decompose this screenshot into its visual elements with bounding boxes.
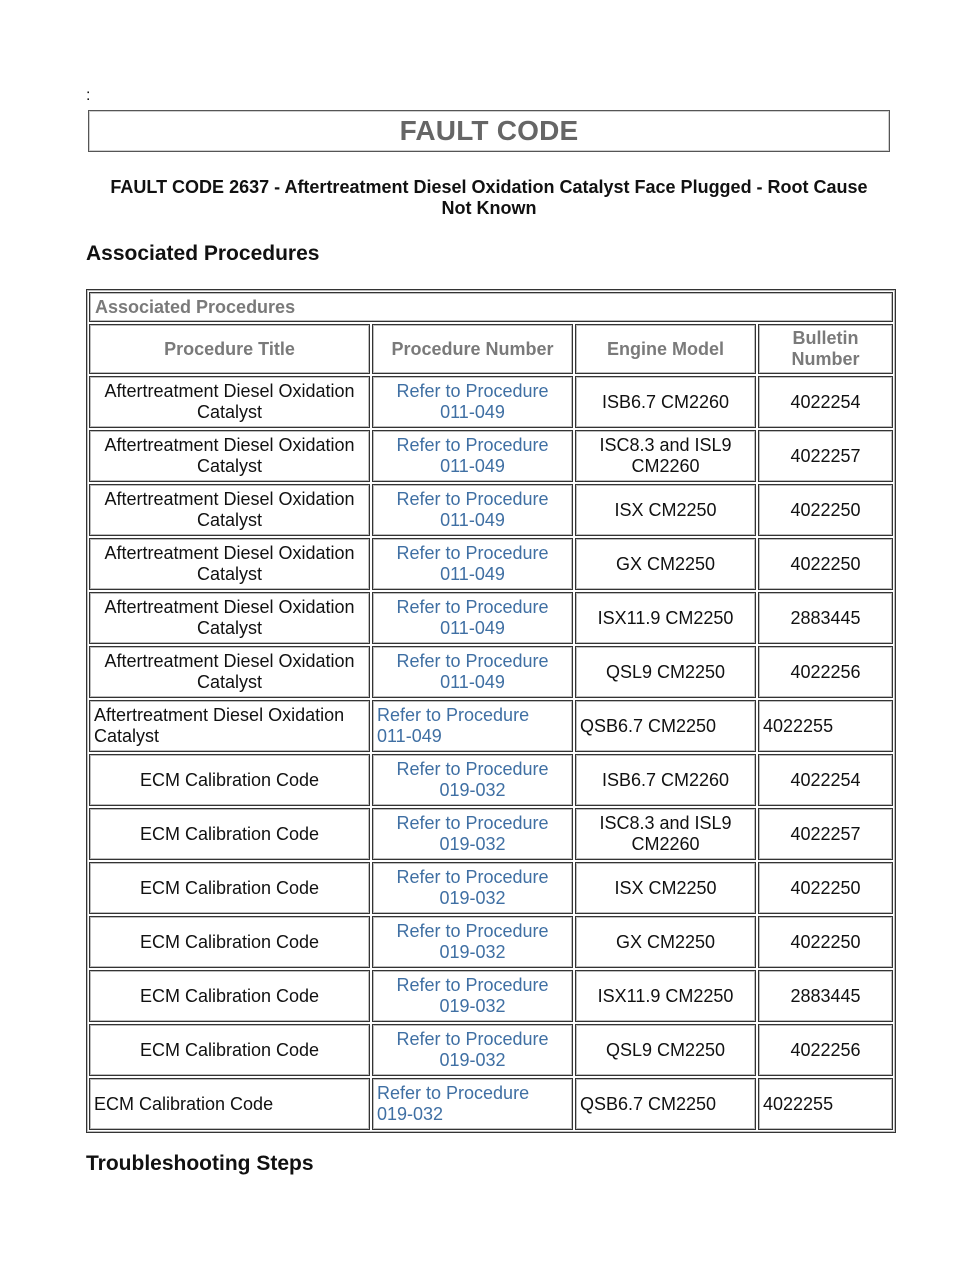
bulletin-number-cell: 4022257 [758,430,893,482]
procedure-link[interactable]: Refer to Procedure 019-032 [396,975,549,1016]
procedure-title-cell: Aftertreatment Diesel Oxidation Catalyst [89,646,370,698]
associated-procedures-heading: Associated Procedures [86,242,320,265]
procedure-title-cell: Aftertreatment Diesel Oxidation Catalyst [89,538,370,590]
bulletin-number-cell: 4022250 [758,484,893,536]
table-row [89,484,893,536]
bulletin-number-cell: 4022254 [758,754,893,806]
bulletin-number-cell: 4022255 [758,700,893,752]
procedure-title-cell: Aftertreatment Diesel Oxidation Catalyst [89,376,370,428]
procedure-link-cell[interactable] [372,430,573,482]
procedure-link[interactable]: Refer to Procedure 019-032 [396,867,549,908]
table-row [89,700,893,752]
procedure-link-cell[interactable] [372,484,573,536]
engine-model-cell: GX CM2250 [575,916,756,968]
procedure-title-cell: Aftertreatment Diesel Oxidation Catalyst [89,592,370,644]
procedure-link-cell[interactable] [372,916,573,968]
procedure-link-cell[interactable] [372,808,573,860]
procedure-link[interactable]: Refer to Procedure 019-032 [396,759,549,800]
bulletin-number-cell: 4022257 [758,808,893,860]
header-bulletin-number: Bulletin Number [758,324,893,374]
procedure-title-cell: Aftertreatment Diesel Oxidation Catalyst [89,700,370,752]
procedure-link[interactable]: Refer to Procedure 011-049 [396,489,549,530]
engine-model-cell: ISB6.7 CM2260 [575,754,756,806]
procedure-link-cell[interactable] [372,646,573,698]
table-header-row [89,324,893,374]
header-procedure-number: Procedure Number [372,324,573,374]
table-row [89,754,893,806]
table-caption-row [89,292,893,322]
engine-model-cell: ISX CM2250 [575,862,756,914]
procedure-link[interactable]: Refer to Procedure 011-049 [396,651,549,692]
engine-model-cell: ISB6.7 CM2260 [575,376,756,428]
procedure-link[interactable]: Refer to Procedure 011-049 [396,381,549,422]
table-row [89,1078,893,1130]
associated-procedures-table [86,289,896,1133]
engine-model-cell: ISC8.3 and ISL9 CM2260 [575,808,756,860]
engine-model-cell: QSB6.7 CM2250 [575,700,756,752]
table-row [89,970,893,1022]
table-row [89,592,893,644]
procedure-title-cell: ECM Calibration Code [89,1024,370,1076]
engine-model-cell: ISX CM2250 [575,484,756,536]
table-row [89,538,893,590]
table-row [89,646,893,698]
procedure-link-cell[interactable] [372,970,573,1022]
procedure-link-cell[interactable] [372,538,573,590]
procedure-link[interactable]: Refer to Procedure 019-032 [377,1083,530,1124]
table-row [89,1024,893,1076]
engine-model-cell: ISX11.9 CM2250 [575,592,756,644]
procedure-title-cell: ECM Calibration Code [89,754,370,806]
procedure-title-cell: ECM Calibration Code [89,862,370,914]
procedure-link-cell[interactable] [372,1024,573,1076]
procedure-link[interactable]: Refer to Procedure 011-049 [396,597,549,638]
header-procedure-title: Procedure Title [89,324,370,374]
bulletin-number-cell: 4022250 [758,916,893,968]
procedure-title-cell: Aftertreatment Diesel Oxidation Catalyst [89,430,370,482]
procedure-link[interactable]: Refer to Procedure 011-049 [396,543,549,584]
engine-model-cell: QSL9 CM2250 [575,1024,756,1076]
procedure-title-cell: Aftertreatment Diesel Oxidation Catalyst [89,484,370,536]
table-row [89,862,893,914]
bulletin-number-cell: 4022254 [758,376,893,428]
table-row [89,916,893,968]
engine-model-cell: ISX11.9 CM2250 [575,970,756,1022]
table-row [89,430,893,482]
procedure-title-cell: ECM Calibration Code [89,916,370,968]
procedure-title-cell: ECM Calibration Code [89,1078,370,1130]
table-caption: Associated Procedures [89,292,893,322]
bulletin-number-cell: 4022256 [758,646,893,698]
procedure-link[interactable]: Refer to Procedure 019-032 [396,1029,549,1070]
procedure-link[interactable]: Refer to Procedure 019-032 [396,813,549,854]
procedure-title-cell: ECM Calibration Code [89,970,370,1022]
bulletin-number-cell: 4022255 [758,1078,893,1130]
procedure-link[interactable]: Refer to Procedure 019-032 [396,921,549,962]
header-engine-model: Engine Model [575,324,756,374]
engine-model-cell: GX CM2250 [575,538,756,590]
procedure-link-cell[interactable] [372,592,573,644]
banner-title: FAULT CODE [399,115,579,146]
table-row [89,808,893,860]
table-row [89,376,893,428]
procedure-title-cell: ECM Calibration Code [89,808,370,860]
procedure-link-cell[interactable] [372,754,573,806]
engine-model-cell: ISC8.3 and ISL9 CM2260 [575,430,756,482]
troubleshooting-steps-heading: Troubleshooting Steps [86,1152,314,1175]
fault-code-banner [88,110,890,152]
bulletin-number-cell: 4022250 [758,862,893,914]
procedure-link-cell[interactable] [372,700,573,752]
bulletin-number-cell: 2883445 [758,970,893,1022]
bulletin-number-cell: 2883445 [758,592,893,644]
procedure-link[interactable]: Refer to Procedure 011-049 [377,705,530,746]
procedure-link[interactable]: Refer to Procedure 011-049 [396,435,549,476]
fault-code-heading: FAULT CODE 2637 - Aftertreatment Diesel Oxidation Catalyst Face Plugged - Root Cause Not Known [110,177,868,218]
bulletin-number-cell: 4022250 [758,538,893,590]
engine-model-cell: QSB6.7 CM2250 [575,1078,756,1130]
engine-model-cell: QSL9 CM2250 [575,646,756,698]
procedure-link-cell[interactable] [372,862,573,914]
procedure-link-cell[interactable] [372,1078,573,1130]
bulletin-number-cell: 4022256 [758,1024,893,1076]
procedure-link-cell[interactable] [372,376,573,428]
page-marker: : [86,87,91,104]
